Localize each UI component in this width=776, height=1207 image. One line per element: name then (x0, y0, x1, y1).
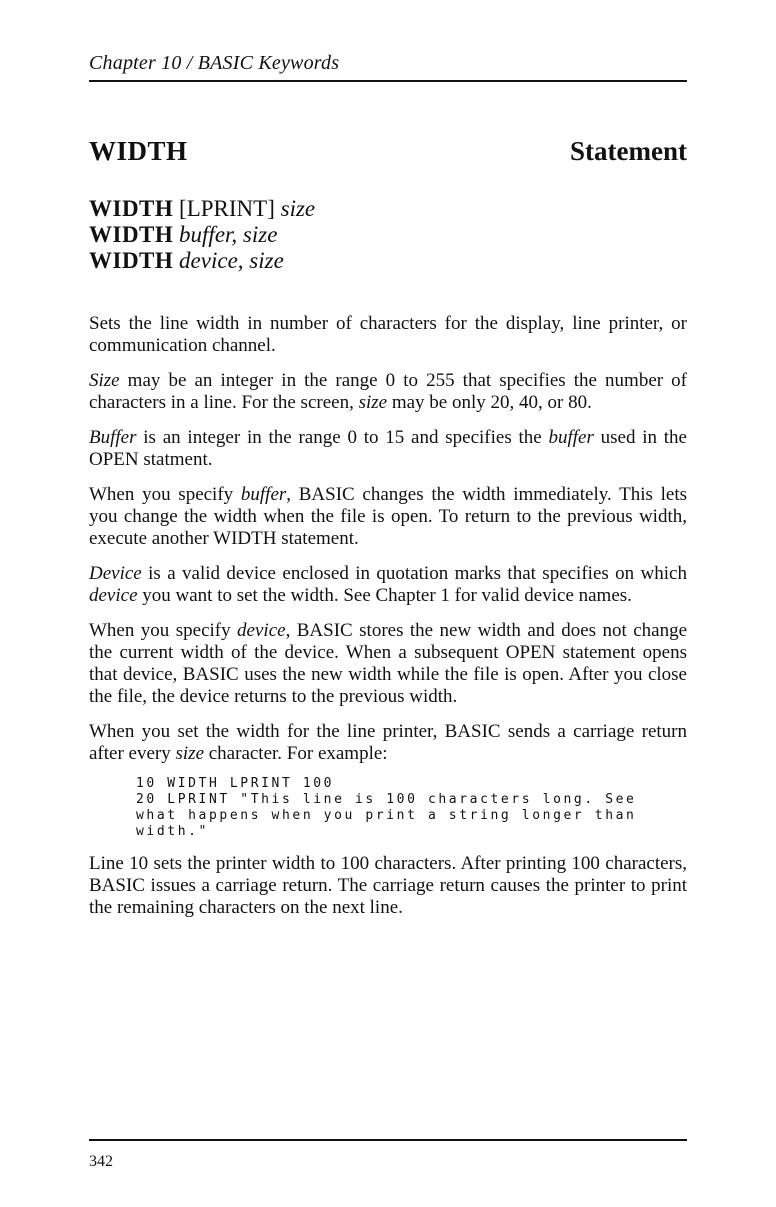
text: may be an integer in the range 0 to 255 that specifies the number of characters in a line. For the screen, (89, 370, 687, 413)
body-text (89, 313, 687, 932)
syntax-argument: buffer, size (179, 222, 278, 247)
syntax-line (89, 222, 315, 248)
term: Device (89, 563, 142, 584)
term: buffer (548, 427, 594, 448)
text: character. For example: (204, 743, 388, 764)
header-rule (89, 80, 687, 82)
syntax-block (89, 196, 315, 274)
text: When you set the width for the line printer, BASIC sends a carriage return after every (89, 721, 687, 764)
term: device (237, 620, 286, 641)
paragraph-size (89, 370, 687, 414)
text: used in the OPEN statment. (89, 427, 687, 470)
text: When you specify (89, 484, 241, 505)
text: may be only 20, 40, or 80. (387, 392, 592, 413)
text: , BASIC stores the new width and does not change the current width of the device. When a subsequent OPEN statement opens that device, BASIC uses the new width while the file is open. After you close the file, the device returns to the previous width. (89, 620, 687, 707)
syntax-argument: device, size (179, 248, 284, 273)
paragraph-buffer-usage (89, 484, 687, 550)
syntax-argument: size (280, 196, 316, 221)
paragraph-line-printer (89, 721, 687, 765)
syntax-line (89, 248, 315, 274)
running-head: Chapter 10 / BASIC Keywords (89, 52, 340, 74)
term: size (175, 743, 204, 764)
text: you want to set the width. See Chapter 1 for valid device names. (137, 585, 632, 606)
code-example: 10 WIDTH LPRINT 100 20 LPRINT "This line is 100 characters long. See what happens when you print a string longer than width." (136, 776, 637, 839)
term: buffer (240, 484, 287, 505)
syntax-keyword: WIDTH (89, 222, 174, 247)
term: Size (89, 370, 120, 391)
footer-rule (89, 1139, 687, 1141)
syntax-keyword: WIDTH (89, 196, 174, 221)
term: device (89, 585, 138, 606)
text: is an integer in the range 0 to 15 and specifies the (136, 427, 549, 448)
syntax-keyword: WIDTH (89, 248, 174, 273)
term: Buffer (89, 427, 137, 448)
page-number: 342 (89, 1153, 113, 1170)
term: size (358, 392, 388, 413)
keyword-type: Statement (570, 136, 687, 166)
paragraph-device-usage (89, 620, 687, 708)
syntax-line (89, 196, 315, 222)
paragraph-device (89, 563, 687, 607)
paragraph-description: Sets the line width in number of characters for the display, line printer, or communication channel. (89, 313, 687, 356)
paragraph-example-explanation: Line 10 sets the printer width to 100 characters. After printing 100 characters, BASIC issues a carriage return. The carriage return causes the printer to print the remaining characters on the next line. (89, 853, 687, 918)
syntax-option: [LPRINT] (173, 196, 281, 221)
text: is a valid device enclosed in quotation marks that specifies on which (141, 563, 687, 584)
text: , BASIC changes the width immediately. This lets you change the width when the file is open. To return to the previous width, execute another WIDTH statement. (89, 484, 687, 549)
keyword-title: WIDTH (89, 136, 188, 166)
text: When you specify (89, 620, 238, 641)
paragraph-buffer (89, 427, 687, 471)
